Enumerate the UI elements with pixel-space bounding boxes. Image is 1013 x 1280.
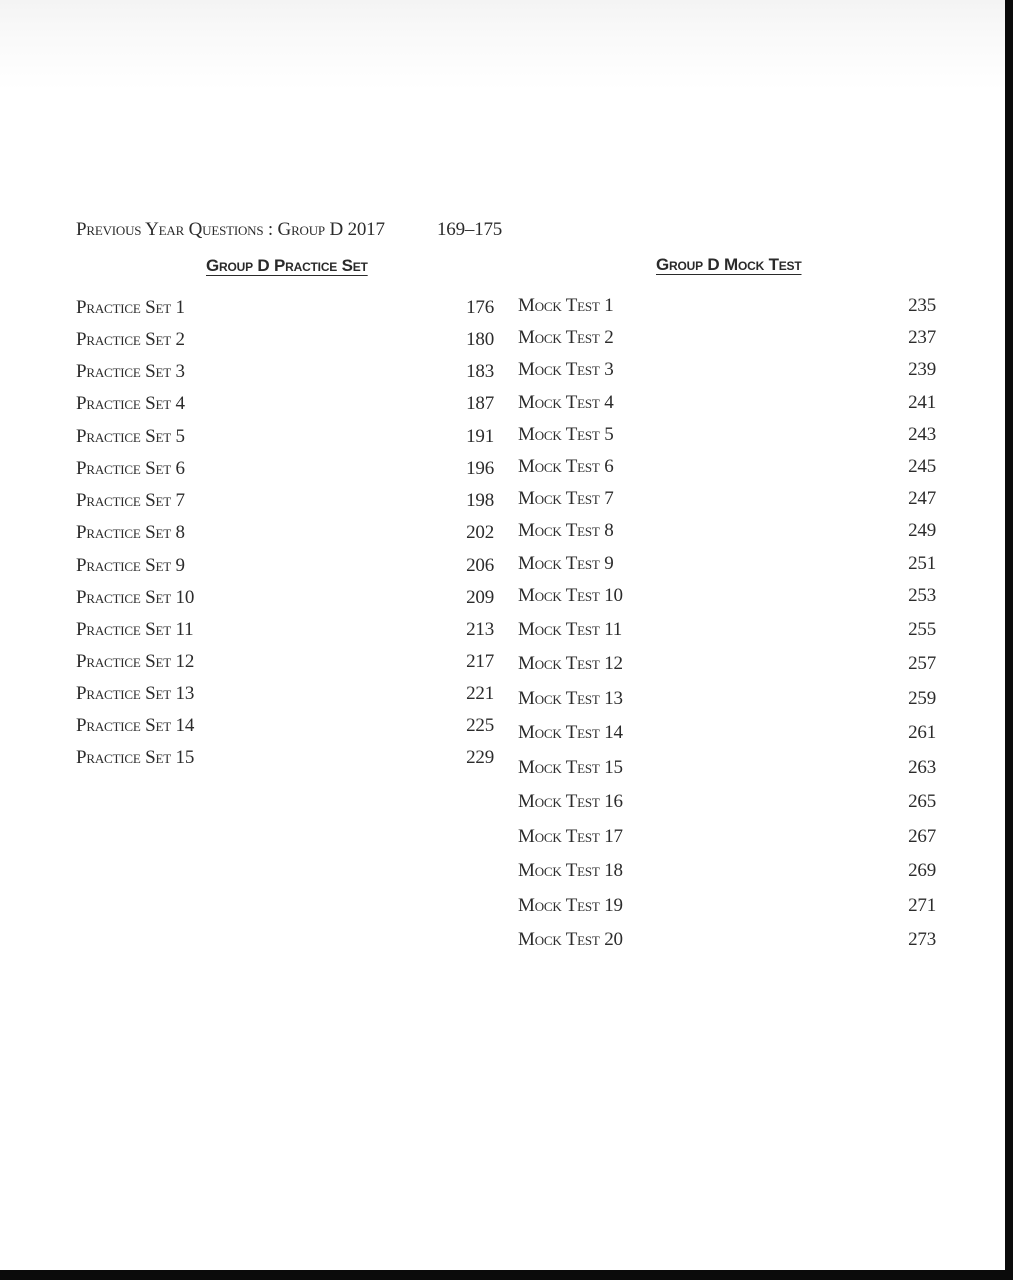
practice-set-row-label: Practice Set 9 [76, 555, 185, 576]
practice-set-row-label: Practice Set 11 [76, 619, 194, 640]
practice-set-row-label: Practice Set 15 [76, 747, 195, 768]
mock-test-row-page-number: 263 [908, 757, 936, 778]
mock-test-heading: Group D Mock Test [656, 255, 802, 274]
practice-set-row-label: Practice Set 12 [76, 651, 195, 672]
mock-test-row [518, 619, 936, 645]
practice-set-row-page-number: 176 [466, 297, 494, 318]
practice-set-row [76, 361, 494, 387]
mock-test-row-page-number: 259 [908, 688, 936, 709]
practice-set-row [76, 458, 494, 484]
mock-test-row-page-number: 255 [908, 619, 936, 640]
mock-test-row-label: Mock Test 19 [518, 895, 623, 916]
practice-set-row-page-number: 229 [466, 747, 494, 768]
practice-set-row-label: Practice Set 7 [76, 490, 185, 511]
mock-test-row [518, 929, 936, 955]
practice-set-row-label: Practice Set 5 [76, 426, 185, 447]
practice-set-row-label: Practice Set 8 [76, 522, 185, 543]
practice-set-row-label: Practice Set 14 [76, 715, 195, 736]
mock-test-row-label: Mock Test 15 [518, 757, 623, 778]
mock-test-row-page-number: 257 [908, 653, 936, 674]
mock-test-row-label: Mock Test 9 [518, 553, 614, 574]
mock-test-row [518, 553, 936, 579]
mock-test-row-label: Mock Test 5 [518, 424, 614, 445]
mock-test-row-label: Mock Test 13 [518, 688, 623, 709]
practice-set-row-label: Practice Set 13 [76, 683, 195, 704]
practice-set-row [76, 555, 494, 581]
mock-test-row-label: Mock Test 10 [518, 585, 623, 606]
bottom-border [0, 1270, 1013, 1280]
mock-test-row-label: Mock Test 2 [518, 327, 614, 348]
mock-test-row-page-number: 267 [908, 826, 936, 847]
practice-set-row-page-number: 183 [466, 361, 494, 382]
mock-test-row-label: Mock Test 12 [518, 653, 623, 674]
mock-test-row [518, 295, 936, 321]
practice-set-row-page-number: 180 [466, 329, 494, 350]
mock-test-row-page-number: 241 [908, 392, 936, 413]
practice-set-row [76, 393, 494, 419]
practice-set-row-label: Practice Set 4 [76, 393, 185, 414]
mock-test-row-page-number: 253 [908, 585, 936, 606]
mock-test-row-label: Mock Test 8 [518, 520, 614, 541]
mock-test-row [518, 791, 936, 817]
previous-year-label: Previous Year Questions : Group D 2017 [76, 219, 385, 240]
practice-set-row [76, 651, 494, 677]
practice-set-row-label: Practice Set 1 [76, 297, 185, 318]
practice-set-row-page-number: 202 [466, 522, 494, 543]
mock-test-row [518, 488, 936, 514]
mock-test-row-page-number: 271 [908, 895, 936, 916]
practice-set-row-page-number: 206 [466, 555, 494, 576]
mock-test-row-label: Mock Test 1 [518, 295, 614, 316]
mock-test-row [518, 520, 936, 546]
mock-test-row [518, 456, 936, 482]
mock-test-row-page-number: 265 [908, 791, 936, 812]
mock-test-row-page-number: 249 [908, 520, 936, 541]
mock-test-row-page-number: 237 [908, 327, 936, 348]
practice-set-row-page-number: 196 [466, 458, 494, 479]
mock-test-row-label: Mock Test 18 [518, 860, 623, 881]
mock-test-row-page-number: 245 [908, 456, 936, 477]
practice-set-heading: Group D Practice Set [206, 256, 368, 275]
practice-set-row-label: Practice Set 2 [76, 329, 185, 350]
mock-test-row [518, 585, 936, 611]
mock-test-row-page-number: 269 [908, 860, 936, 881]
mock-test-row-page-number: 261 [908, 722, 936, 743]
mock-test-row-label: Mock Test 17 [518, 826, 623, 847]
practice-set-row [76, 490, 494, 516]
practice-set-row-page-number: 191 [466, 426, 494, 447]
practice-set-row-page-number: 221 [466, 683, 494, 704]
mock-test-row [518, 826, 936, 852]
practice-set-row-label: Practice Set 10 [76, 587, 195, 608]
practice-set-list [76, 297, 494, 777]
practice-set-row [76, 329, 494, 355]
practice-set-row-page-number: 209 [466, 587, 494, 608]
mock-test-row-label: Mock Test 16 [518, 791, 623, 812]
practice-set-row [76, 297, 494, 323]
mock-test-row-label: Mock Test 6 [518, 456, 614, 477]
mock-test-row [518, 757, 936, 783]
practice-set-row [76, 715, 494, 741]
practice-set-row-page-number: 213 [466, 619, 494, 640]
previous-year-pages: 169–175 [437, 219, 503, 240]
mock-test-row-page-number: 243 [908, 424, 936, 445]
mock-test-row-label: Mock Test 14 [518, 722, 623, 743]
practice-set-row [76, 747, 494, 773]
practice-set-row-page-number: 217 [466, 651, 494, 672]
mock-test-row-page-number: 247 [908, 488, 936, 509]
mock-test-row-label: Mock Test 11 [518, 619, 623, 640]
mock-test-row [518, 860, 936, 886]
mock-test-row-page-number: 251 [908, 553, 936, 574]
mock-test-row-page-number: 273 [908, 929, 936, 950]
mock-test-row [518, 722, 936, 748]
mock-test-row-page-number: 239 [908, 359, 936, 380]
mock-test-row [518, 653, 936, 679]
practice-set-row-page-number: 225 [466, 715, 494, 736]
mock-test-row [518, 327, 936, 353]
practice-set-row [76, 426, 494, 452]
practice-set-row-page-number: 187 [466, 393, 494, 414]
mock-test-row-page-number: 235 [908, 295, 936, 316]
practice-set-row [76, 683, 494, 709]
mock-test-row [518, 424, 936, 450]
mock-test-row [518, 895, 936, 921]
mock-test-list [518, 295, 936, 965]
mock-test-row-label: Mock Test 20 [518, 929, 623, 950]
page-top-shadow [0, 0, 1005, 90]
mock-test-row-label: Mock Test 3 [518, 359, 614, 380]
mock-test-row-label: Mock Test 7 [518, 488, 614, 509]
mock-test-row [518, 359, 936, 385]
mock-test-row [518, 392, 936, 418]
previous-year-entry [76, 219, 503, 245]
practice-set-row-label: Practice Set 6 [76, 458, 185, 479]
practice-set-row-label: Practice Set 3 [76, 361, 185, 382]
practice-set-row [76, 619, 494, 645]
right-border [1005, 0, 1013, 1280]
practice-set-row [76, 522, 494, 548]
mock-test-row [518, 688, 936, 714]
mock-test-row-label: Mock Test 4 [518, 392, 614, 413]
practice-set-row [76, 587, 494, 613]
practice-set-row-page-number: 198 [466, 490, 494, 511]
